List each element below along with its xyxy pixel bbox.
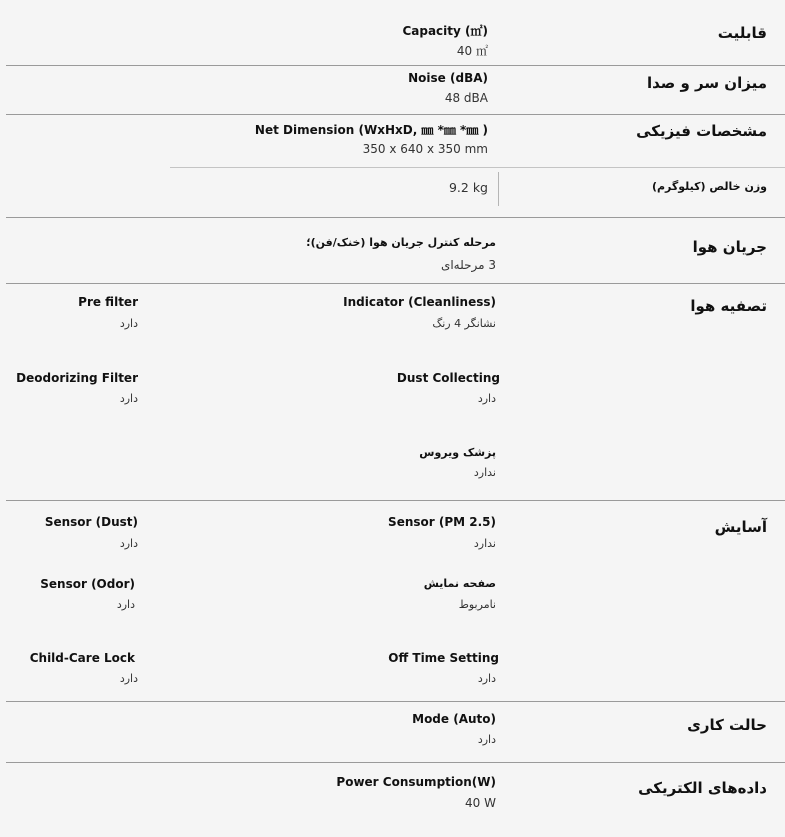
- category-comfort: آسایش: [714, 518, 767, 536]
- category-mode: حالت کاری: [687, 716, 767, 734]
- capacity-value: 40 ㎡: [456, 44, 488, 58]
- display-value: نامربوط: [458, 598, 496, 611]
- noise-value: 48 dBA: [444, 91, 488, 105]
- indicator-label: Indicator (Cleanliness): [343, 295, 496, 309]
- deodorizing-value: دارد: [119, 392, 138, 405]
- virus-doctor-label: پزشک ویروس: [419, 446, 496, 459]
- odor-sensor-label: Sensor (Odor): [40, 577, 135, 591]
- divider: [6, 701, 785, 702]
- power-value: 40 W: [465, 796, 496, 810]
- dimension-label: Net Dimension (WxHxD, ㎜ *㎜ *㎜ ): [254, 123, 488, 137]
- divider: [6, 217, 785, 218]
- category-capacity: قابلیت: [717, 24, 767, 42]
- noise-label: Noise (dBA): [408, 71, 488, 85]
- odor-sensor-value: دارد: [116, 598, 135, 611]
- pm25-sensor-label: Sensor (PM 2.5): [388, 515, 496, 529]
- dust-sensor-label: Sensor (Dust): [44, 515, 138, 529]
- divider: [6, 762, 785, 763]
- divider: [6, 500, 785, 501]
- dust-collecting-label: Dust Collecting: [396, 371, 500, 385]
- divider-light: [170, 167, 785, 168]
- category-purification: تصفیه هوا: [690, 297, 767, 315]
- capacity-label: Capacity (㎡): [402, 24, 488, 38]
- divider: [6, 65, 785, 66]
- prefilter-value: دارد: [119, 317, 138, 330]
- dimension-value: 350 x 640 x 350 mm: [362, 142, 488, 156]
- display-label: صفحه نمایش: [423, 577, 496, 590]
- category-airflow: جریان هوا: [692, 238, 767, 256]
- category-physical: مشخصات فیزیکی: [636, 122, 767, 140]
- dust-collecting-value: دارد: [477, 392, 496, 405]
- child-lock-label: Child-Care Lock: [29, 651, 135, 665]
- pm25-sensor-value: ندارد: [473, 537, 496, 550]
- dust-sensor-value: دارد: [119, 537, 138, 550]
- category-electrical: داده‌های الکتریکی: [638, 779, 767, 797]
- virus-doctor-value: ندارد: [473, 466, 496, 479]
- airflow-value: 3 مرحله‌ای: [440, 258, 496, 272]
- off-time-value: دارد: [477, 672, 496, 685]
- vertical-divider: [498, 172, 499, 206]
- off-time-label: Off Time Setting: [388, 651, 499, 665]
- indicator-value: نشانگر 4 رنگ: [432, 317, 496, 330]
- mode-label: Mode (Auto): [412, 712, 496, 726]
- divider: [6, 283, 785, 284]
- mode-value: دارد: [477, 733, 496, 746]
- category-weight: وزن خالص (کیلوگرم): [651, 180, 767, 193]
- power-label: Power Consumption(W): [336, 775, 496, 789]
- divider: [6, 114, 785, 115]
- category-noise: میزان سر و صدا: [646, 74, 767, 92]
- deodorizing-label: Deodorizing Filter: [16, 371, 138, 385]
- child-lock-value: دارد: [119, 672, 138, 685]
- airflow-label: مرحله کنترل جریان هوا (خنک/فن)؛: [306, 236, 496, 249]
- weight-value: 9.2 kg: [448, 180, 488, 195]
- prefilter-label: Pre filter: [78, 295, 138, 309]
